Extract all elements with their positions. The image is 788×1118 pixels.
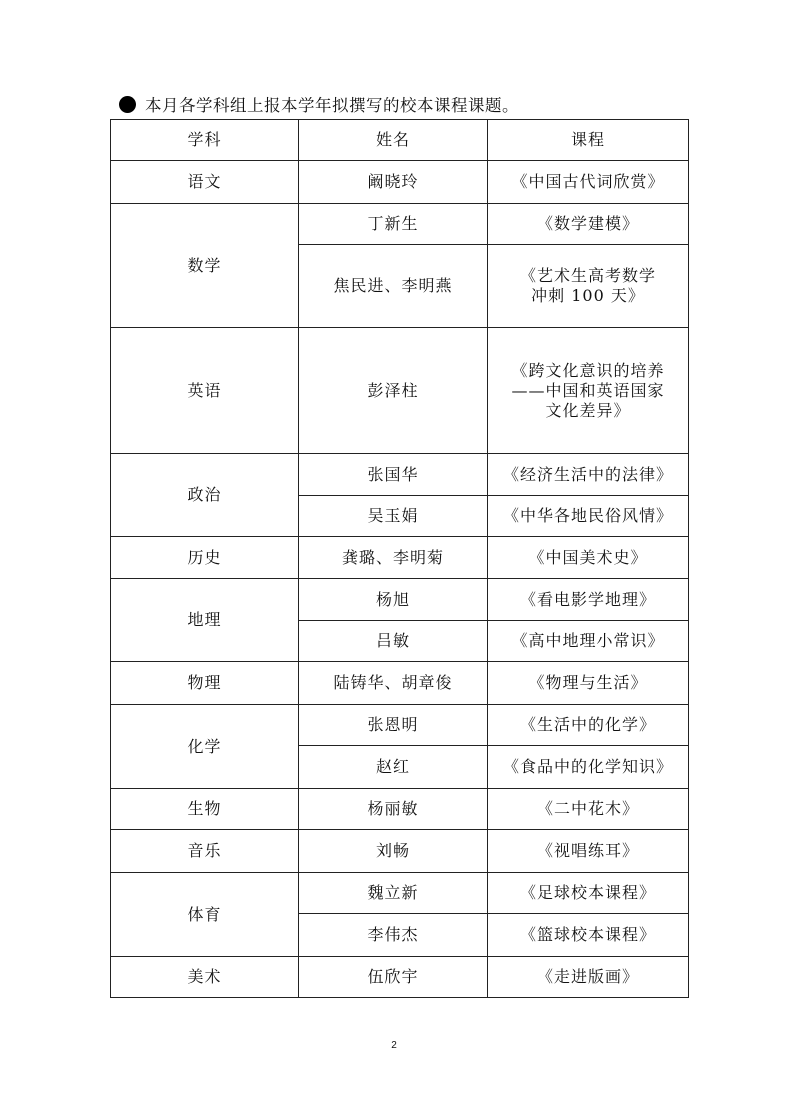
course-cell	[488, 245, 689, 328]
teacher-cell: 彭泽柱	[299, 328, 488, 454]
course-cell: 《看电影学地理》	[488, 579, 689, 621]
course-cell: 《二中花木》	[488, 789, 689, 830]
header-subject: 学科	[111, 120, 299, 161]
subject-cell: 体育	[111, 873, 299, 957]
course-cell: 《生活中的化学》	[488, 705, 689, 746]
teacher-cell: 魏立新	[299, 873, 488, 914]
table-row	[111, 873, 689, 914]
course-cell: 《食品中的化学知识》	[488, 746, 689, 789]
header-course: 课程	[488, 120, 689, 161]
subject-cell: 音乐	[111, 830, 299, 873]
teacher-cell: 陆铸华、胡章俊	[299, 662, 488, 705]
header-name: 姓名	[299, 120, 488, 161]
teacher-cell: 阚晓玲	[299, 161, 488, 204]
teacher-cell: 龚璐、李明菊	[299, 537, 488, 579]
table-row	[111, 328, 689, 454]
subject-cell: 英语	[111, 328, 299, 454]
subject-cell: 生物	[111, 789, 299, 830]
table-row	[111, 705, 689, 746]
subject-cell: 政治	[111, 454, 299, 537]
intro-line	[119, 91, 519, 117]
teacher-cell: 吴玉娟	[299, 496, 488, 537]
teacher-cell: 丁新生	[299, 204, 488, 245]
teacher-cell: 赵红	[299, 746, 488, 789]
teacher-cell: 焦民进、李明燕	[299, 245, 488, 328]
teacher-cell: 杨旭	[299, 579, 488, 621]
course-table	[110, 119, 689, 998]
subject-cell: 地理	[111, 579, 299, 662]
course-cell	[488, 328, 689, 454]
course-line: 文化差异》	[545, 400, 631, 420]
course-cell: 《篮球校本课程》	[488, 914, 689, 957]
table-row	[111, 789, 689, 830]
table-row	[111, 204, 689, 245]
course-cell: 《足球校本课程》	[488, 873, 689, 914]
table-row	[111, 830, 689, 873]
teacher-cell: 张恩明	[299, 705, 488, 746]
bullet-icon	[119, 96, 136, 113]
subject-cell: 物理	[111, 662, 299, 705]
table-header-row	[111, 120, 689, 161]
teacher-cell: 吕敏	[299, 621, 488, 662]
teacher-cell: 杨丽敏	[299, 789, 488, 830]
subject-cell: 数学	[111, 204, 299, 328]
course-cell: 《中国古代词欣赏》	[488, 161, 689, 204]
course-cell: 《高中地理小常识》	[488, 621, 689, 662]
subject-cell: 化学	[111, 705, 299, 789]
table-row	[111, 454, 689, 496]
subject-cell: 历史	[111, 537, 299, 579]
subject-cell: 语文	[111, 161, 299, 204]
course-cell: 《中华各地民俗风情》	[488, 496, 689, 537]
subject-cell: 美术	[111, 957, 299, 998]
table-row	[111, 537, 689, 579]
course-cell: 《数学建模》	[488, 204, 689, 245]
course-line: 冲刺 100 天》	[531, 286, 645, 305]
course-cell: 《走进版画》	[488, 957, 689, 998]
course-line: 《艺术生高考数学	[519, 266, 656, 285]
table-row	[111, 579, 689, 621]
page-number: 2	[391, 1040, 397, 1051]
table-row	[111, 957, 689, 998]
course-line: 《跨文化意识的培养	[511, 360, 665, 380]
table-row	[111, 662, 689, 705]
teacher-cell: 伍欣宇	[299, 957, 488, 998]
intro-text: 本月各学科组上报本学年拟撰写的校本课程课题。	[145, 96, 519, 115]
course-cell: 《视唱练耳》	[488, 830, 689, 873]
teacher-cell: 李伟杰	[299, 914, 488, 957]
teacher-cell: 刘畅	[299, 830, 488, 873]
course-line: ——中国和英语国家	[511, 380, 665, 400]
course-cell: 《物理与生活》	[488, 662, 689, 705]
course-cell: 《经济生活中的法律》	[488, 454, 689, 496]
table-row	[111, 161, 689, 204]
course-cell: 《中国美术史》	[488, 537, 689, 579]
teacher-cell: 张国华	[299, 454, 488, 496]
